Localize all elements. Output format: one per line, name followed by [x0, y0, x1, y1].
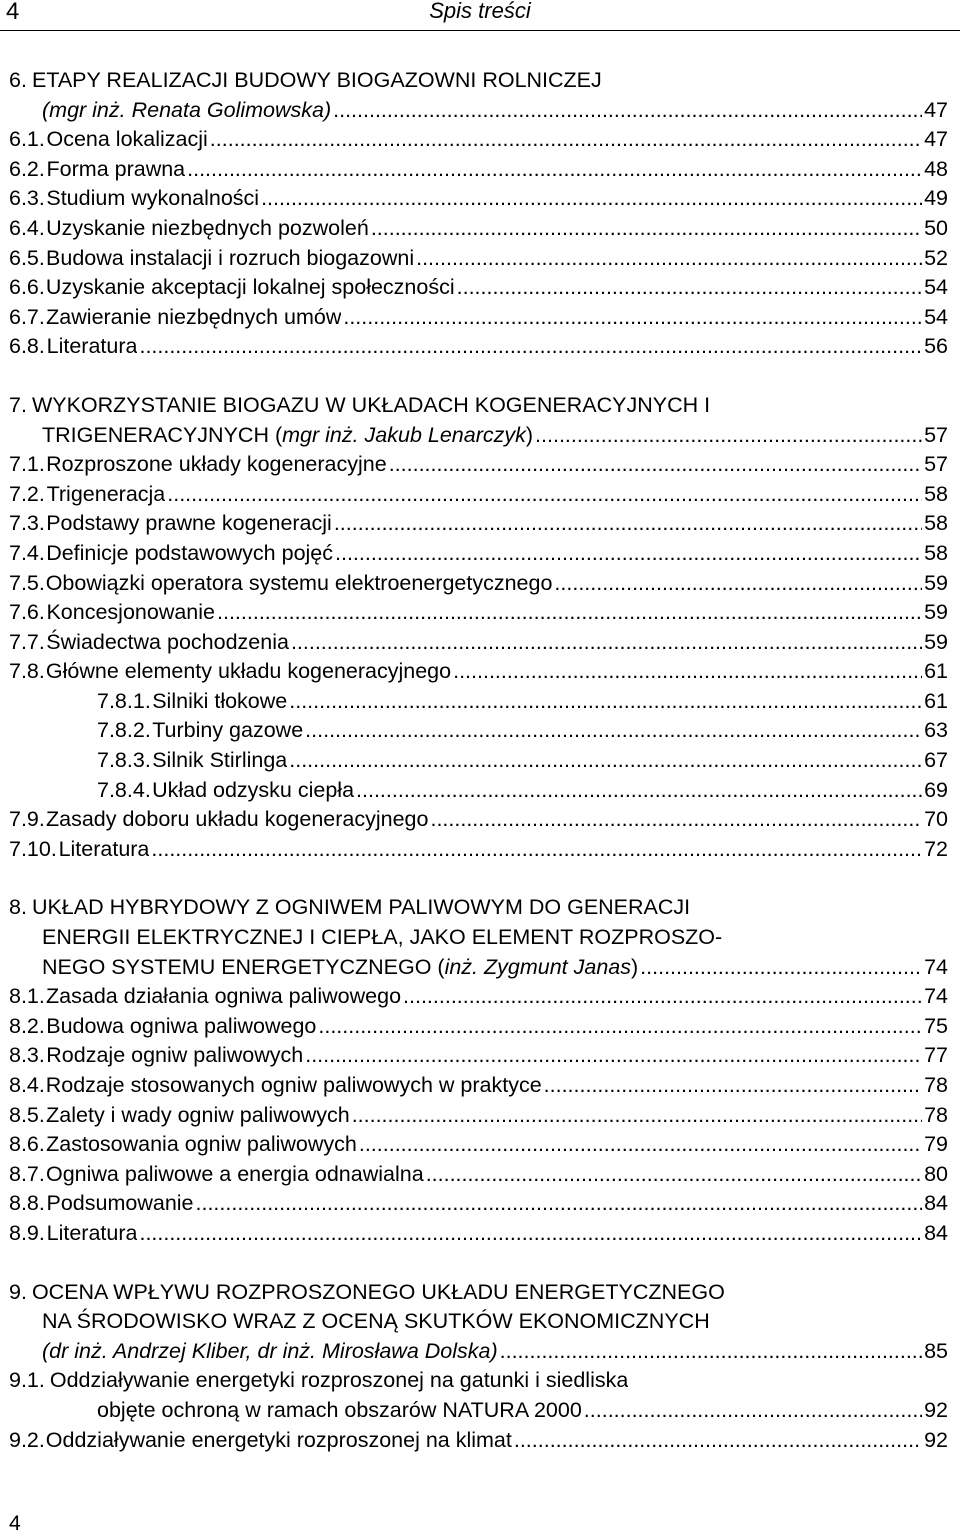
toc-entry[interactable] — [0, 273, 960, 303]
toc-entry-page: 49 — [924, 186, 948, 211]
toc-entry-title: Oddziaływanie energetyki rozproszonej na klimat — [45, 1427, 512, 1452]
toc-entry-number: 7.8.4. — [97, 777, 151, 802]
toc-entry[interactable] — [0, 923, 960, 953]
toc-entry-title: Podsumowanie — [46, 1191, 194, 1216]
toc-entry-page: 57 — [924, 452, 948, 477]
toc-entry[interactable] — [0, 480, 960, 510]
toc-entry-author: inż. Zygmunt Janas — [444, 954, 631, 979]
toc-entry-title: Zalety i wady ogniw paliwowych — [46, 1102, 350, 1127]
toc-entry[interactable] — [0, 1426, 960, 1456]
toc-entry[interactable] — [0, 1130, 960, 1160]
toc-entry-title: (mgr inż. Renata Golimowska) — [42, 97, 332, 122]
toc-entry-number: 7.2. — [9, 481, 45, 506]
toc-entry-title: Zawieranie niezbędnych umów — [46, 304, 342, 329]
toc-entry-page: 59 — [924, 629, 948, 654]
toc-entry[interactable] — [0, 332, 960, 362]
toc-entry[interactable] — [0, 1041, 960, 1071]
toc-entry[interactable] — [0, 982, 960, 1012]
leader-dots — [457, 273, 922, 303]
toc-entry-number: 6.4. — [9, 215, 45, 240]
toc-entry-number: 7. — [9, 392, 27, 417]
toc-entry[interactable] — [0, 628, 960, 658]
toc-entry-number: 7.6. — [9, 600, 45, 625]
toc-entry[interactable] — [0, 303, 960, 333]
toc-entry-title: ETAPY REALIZACJI BUDOWY BIOGAZOWNI ROLNICZEJ — [31, 68, 602, 92]
table-of-contents — [0, 66, 960, 1484]
header-page-number: 4 — [6, 0, 20, 25]
toc-entry-number: 7.4. — [9, 540, 45, 565]
toc-entry-page: 52 — [924, 245, 948, 270]
toc-entry-title: Studium wykonalności — [46, 186, 260, 211]
toc-entry-number: 7.10. — [9, 836, 57, 861]
toc-entry-number: 7.1. — [9, 452, 45, 477]
toc-entry-page: 61 — [924, 659, 948, 684]
toc-entry[interactable] — [0, 1278, 960, 1308]
toc-entry-number: 6.1. — [9, 127, 45, 152]
toc-entry-title: Układ odzysku ciepła — [152, 777, 355, 802]
leader-dots — [514, 1426, 922, 1456]
toc-entry-title: Trigeneracja — [46, 481, 166, 506]
toc-entry[interactable] — [0, 1396, 960, 1426]
toc-entry-number: 6. — [9, 68, 27, 92]
toc-entry[interactable] — [0, 1101, 960, 1131]
toc-entry[interactable] — [0, 66, 960, 96]
leader-dots — [430, 805, 922, 835]
toc-entry-page: 63 — [924, 718, 948, 743]
toc-entry-page: 77 — [924, 1043, 948, 1068]
leader-dots — [217, 598, 922, 628]
leader-dots — [305, 716, 922, 746]
toc-entry-page: 57 — [924, 422, 948, 447]
toc-entry-title: Budowa ogniwa paliwowego — [46, 1013, 317, 1038]
toc-entry-title: Obowiązki operatora systemu elektroenergetycznego — [45, 570, 553, 595]
toc-entry-title: OCENA WPŁYWU ROZPROSZONEGO UKŁADU ENERGETYCZNEGO — [31, 1279, 725, 1304]
toc-entry-title: Zasady doboru układu kogeneracyjnego — [45, 807, 429, 832]
toc-entry-page: 75 — [924, 1013, 948, 1038]
leader-dots — [584, 1396, 922, 1426]
toc-entry-number: 6.2. — [9, 156, 45, 181]
toc-entry[interactable]: NEGO SYSTEMU ENERGETYCZNEGO ( inż. Zygmunt Janas ) ..... 74 — [0, 953, 960, 983]
toc-entry[interactable] — [0, 539, 960, 569]
toc-entry[interactable] — [0, 1189, 960, 1219]
footer-page-number: 4 — [9, 1512, 21, 1535]
toc-entry-number: 8.4. — [9, 1073, 45, 1097]
leader-dots — [187, 155, 922, 185]
leader-dots — [352, 1101, 922, 1131]
toc-entry[interactable] — [0, 96, 960, 126]
toc-entry-page: 50 — [924, 215, 948, 240]
toc-entry-title: UKŁAD HYBRYDOWY Z OGNIWEM PALIWOWYM DO GENERACJI — [31, 895, 691, 920]
toc-entry-page: 54 — [924, 304, 948, 329]
toc-entry-number: 6.8. — [9, 334, 45, 359]
toc-entry-title: Uzyskanie akceptacji lokalnej społeczności — [45, 275, 455, 300]
toc-entry-title: Oddziaływanie energetyki rozproszonej na gatunki i siedliska — [49, 1368, 629, 1393]
toc-entry-page: 74 — [924, 984, 948, 1009]
leader-dots — [333, 96, 922, 126]
toc-entry[interactable] — [0, 1219, 960, 1249]
toc-entry-title: Forma prawna — [46, 156, 186, 181]
toc-entry[interactable] — [0, 125, 960, 155]
toc-entry-title: Rodzaje stosowanych ogniw paliwowych w praktyce — [45, 1073, 542, 1097]
toc-entry-page: 58 — [924, 511, 948, 536]
leader-dots — [640, 953, 922, 983]
leader-dots — [289, 687, 922, 717]
leader-dots — [544, 1071, 922, 1101]
toc-entry-title: Zastosowania ogniw paliwowych — [46, 1132, 357, 1157]
leader-dots — [334, 509, 922, 539]
toc-entry-page: 92 — [924, 1397, 948, 1422]
toc-entry[interactable] — [0, 1071, 960, 1101]
leader-dots — [403, 982, 922, 1012]
toc-entry-title: Literatura — [46, 334, 138, 359]
toc-entry-title: Świadectwa pochodzenia — [46, 629, 289, 654]
toc-entry-page: 47 — [924, 97, 948, 122]
leader-dots — [343, 303, 922, 333]
toc-entry[interactable] — [0, 1307, 960, 1337]
toc-entry-page: 85 — [924, 1338, 948, 1363]
toc-entry-title: Podstawy prawne kogeneracji — [46, 511, 332, 536]
leader-dots — [196, 1189, 923, 1219]
toc-entry[interactable] — [0, 569, 960, 599]
toc-entry[interactable] — [0, 835, 960, 865]
toc-entry-number: 9.2. — [9, 1427, 45, 1452]
toc-entry-number: 8.7. — [9, 1161, 45, 1186]
toc-entry-page: 54 — [924, 275, 948, 300]
leader-dots — [356, 776, 922, 806]
toc-entry-number: 9. — [9, 1279, 27, 1304]
toc-entry-title: Silniki tłokowe — [152, 688, 288, 713]
toc-entry-page: 48 — [924, 156, 948, 181]
leader-dots — [289, 746, 922, 776]
leader-dots — [371, 214, 922, 244]
toc-entry-number: 6.5. — [9, 245, 45, 270]
toc-entry-title: Turbiny gazowe — [152, 718, 304, 743]
toc-chapter — [0, 1278, 960, 1456]
toc-entry-title: ENERGII ELEKTRYCZNEJ I CIEPŁA, JAKO ELEMENT ROZPROSZO- — [42, 925, 723, 950]
toc-entry[interactable] — [0, 893, 960, 923]
toc-entry[interactable] — [0, 687, 960, 717]
toc-entry[interactable] — [0, 1160, 960, 1190]
toc-entry-page: 47 — [924, 127, 948, 152]
toc-entry-page: 59 — [924, 600, 948, 625]
toc-entry[interactable] — [0, 776, 960, 806]
toc-entry-title: Definicje podstawowych pojęć — [46, 540, 334, 565]
toc-entry[interactable] — [0, 1337, 960, 1367]
toc-entry-number: 6.6. — [9, 275, 45, 300]
toc-entry-page: 78 — [924, 1102, 948, 1127]
toc-entry-title: TRIGENERACYJNYCH — [42, 422, 269, 447]
toc-entry-title: Ogniwa paliwowe a energia odnawialna — [45, 1161, 424, 1186]
toc-entry-page: 56 — [924, 334, 948, 359]
leader-dots — [291, 628, 922, 658]
toc-entry-number: 8.6. — [9, 1132, 45, 1157]
leader-dots — [335, 539, 922, 569]
toc-chapter — [0, 893, 960, 1248]
toc-entry-page: 58 — [924, 540, 948, 565]
leader-dots — [139, 332, 922, 362]
toc-entry-title: Koncesjonowanie — [46, 600, 215, 625]
leader-dots — [359, 1130, 922, 1160]
toc-entry-title: objęte ochroną w ramach obszarów NATURA 2000 — [97, 1397, 582, 1422]
toc-entry-title: Główne elementy układu kogeneracyjnego — [45, 659, 452, 684]
leader-dots — [261, 184, 922, 214]
toc-entry[interactable] — [0, 598, 960, 628]
toc-entry-number: 8.1. — [9, 984, 45, 1009]
toc-entry-page: 92 — [924, 1427, 948, 1452]
toc-entry-title: Rozproszone układy kogeneracyjne — [46, 452, 387, 477]
toc-entry-page: 78 — [924, 1073, 948, 1097]
toc-entry-number: 6.7. — [9, 304, 45, 329]
toc-entry-page: 84 — [924, 1191, 948, 1216]
toc-entry-number: 6.3. — [9, 186, 45, 211]
toc-entry-title: Uzyskanie niezbędnych pozwoleń — [46, 215, 369, 240]
toc-entry-title: Literatura — [46, 1220, 138, 1245]
toc-entry-title: NA ŚRODOWISKO WRAZ Z OCENĄ SKUTKÓW EKONOMICZNYCH — [42, 1309, 710, 1334]
toc-entry-page: 70 — [924, 807, 948, 832]
toc-entry[interactable] — [0, 391, 960, 421]
leader-dots — [426, 1160, 922, 1190]
toc-entry-page: 58 — [924, 481, 948, 506]
toc-entry-title: (dr inż. Andrzej Kliber, dr inż. Mirosława Dolska) — [42, 1338, 498, 1363]
toc-chapter — [0, 391, 960, 865]
toc-entry-number: 7.8. — [9, 659, 45, 684]
toc-entry-page: 67 — [924, 748, 948, 773]
toc-entry-number: 7.5. — [9, 570, 45, 595]
toc-entry-number: 8. — [9, 895, 27, 920]
toc-entry-number: 7.8.3. — [97, 748, 151, 773]
toc-entry-number: 7.9. — [9, 807, 45, 832]
leader-dots — [318, 1012, 922, 1042]
toc-entry-number: 8.3. — [9, 1043, 45, 1068]
leader-dots — [416, 244, 922, 274]
toc-entry-number: 8.8. — [9, 1191, 45, 1216]
toc-entry-title: Literatura — [58, 836, 150, 861]
toc-entry-page: 79 — [924, 1132, 948, 1157]
toc-entry-page: 74 — [924, 954, 948, 979]
toc-entry-title: Ocena lokalizacji — [46, 127, 208, 152]
toc-entry[interactable] — [0, 450, 960, 480]
toc-entry-number: 7.3. — [9, 511, 45, 536]
toc-entry[interactable] — [0, 1366, 960, 1396]
toc-entry[interactable] — [0, 184, 960, 214]
toc-entry-page: 61 — [924, 688, 948, 713]
toc-entry[interactable]: TRIGENERACYJNYCH ( mgr inż. Jakub Lenarczyk ) ..... 57 — [0, 421, 960, 451]
toc-entry-number: 9.1. — [9, 1368, 45, 1393]
toc-entry[interactable] — [0, 155, 960, 185]
toc-entry-number: 7.7. — [9, 629, 45, 654]
leader-dots — [500, 1337, 922, 1367]
toc-entry[interactable] — [0, 214, 960, 244]
toc-entry[interactable] — [0, 244, 960, 274]
leader-dots — [305, 1041, 922, 1071]
toc-entry[interactable] — [0, 657, 960, 687]
toc-entry-author: mgr inż. Jakub Lenarczyk — [282, 422, 526, 447]
toc-entry-title: Rodzaje ogniw paliwowych — [46, 1043, 304, 1068]
leader-dots — [453, 657, 922, 687]
running-title: Spis treści — [429, 0, 531, 23]
toc-entry-title: Budowa instalacji i rozruch biogazowni — [46, 245, 415, 270]
toc-entry-number: 7.8.2. — [97, 718, 151, 743]
toc-entry-title: Silnik Stirlinga — [152, 748, 288, 773]
toc-entry-page: 84 — [924, 1220, 948, 1245]
leader-dots — [535, 421, 922, 451]
leader-dots — [389, 450, 922, 480]
toc-entry-page: 72 — [924, 836, 948, 861]
leader-dots — [151, 835, 922, 865]
toc-entry[interactable] — [0, 716, 960, 746]
toc-entry-title: NEGO SYSTEMU ENERGETYCZNEGO — [42, 954, 432, 979]
toc-entry-number: 7.8.1. — [97, 688, 151, 713]
toc-entry-page: 69 — [924, 777, 948, 802]
toc-entry[interactable] — [0, 509, 960, 539]
toc-entry-page: 80 — [924, 1161, 948, 1186]
toc-entry-number: 8.9. — [9, 1220, 45, 1245]
page-header — [0, 0, 960, 31]
leader-dots — [210, 125, 922, 155]
leader-dots — [167, 480, 922, 510]
toc-entry[interactable] — [0, 1012, 960, 1042]
toc-chapter — [0, 66, 960, 362]
toc-entry-number: 8.2. — [9, 1013, 45, 1038]
toc-entry[interactable] — [0, 746, 960, 776]
toc-entry[interactable] — [0, 805, 960, 835]
toc-entry-number: 8.5. — [9, 1102, 45, 1127]
toc-entry-title: WYKORZYSTANIE BIOGAZU W UKŁADACH KOGENERACYJNYCH I — [31, 392, 711, 417]
toc-entry-title: Zasada działania ogniwa paliwowego — [46, 984, 402, 1009]
leader-dots — [139, 1219, 922, 1249]
toc-entry-page: 59 — [924, 570, 948, 595]
leader-dots — [554, 569, 922, 599]
